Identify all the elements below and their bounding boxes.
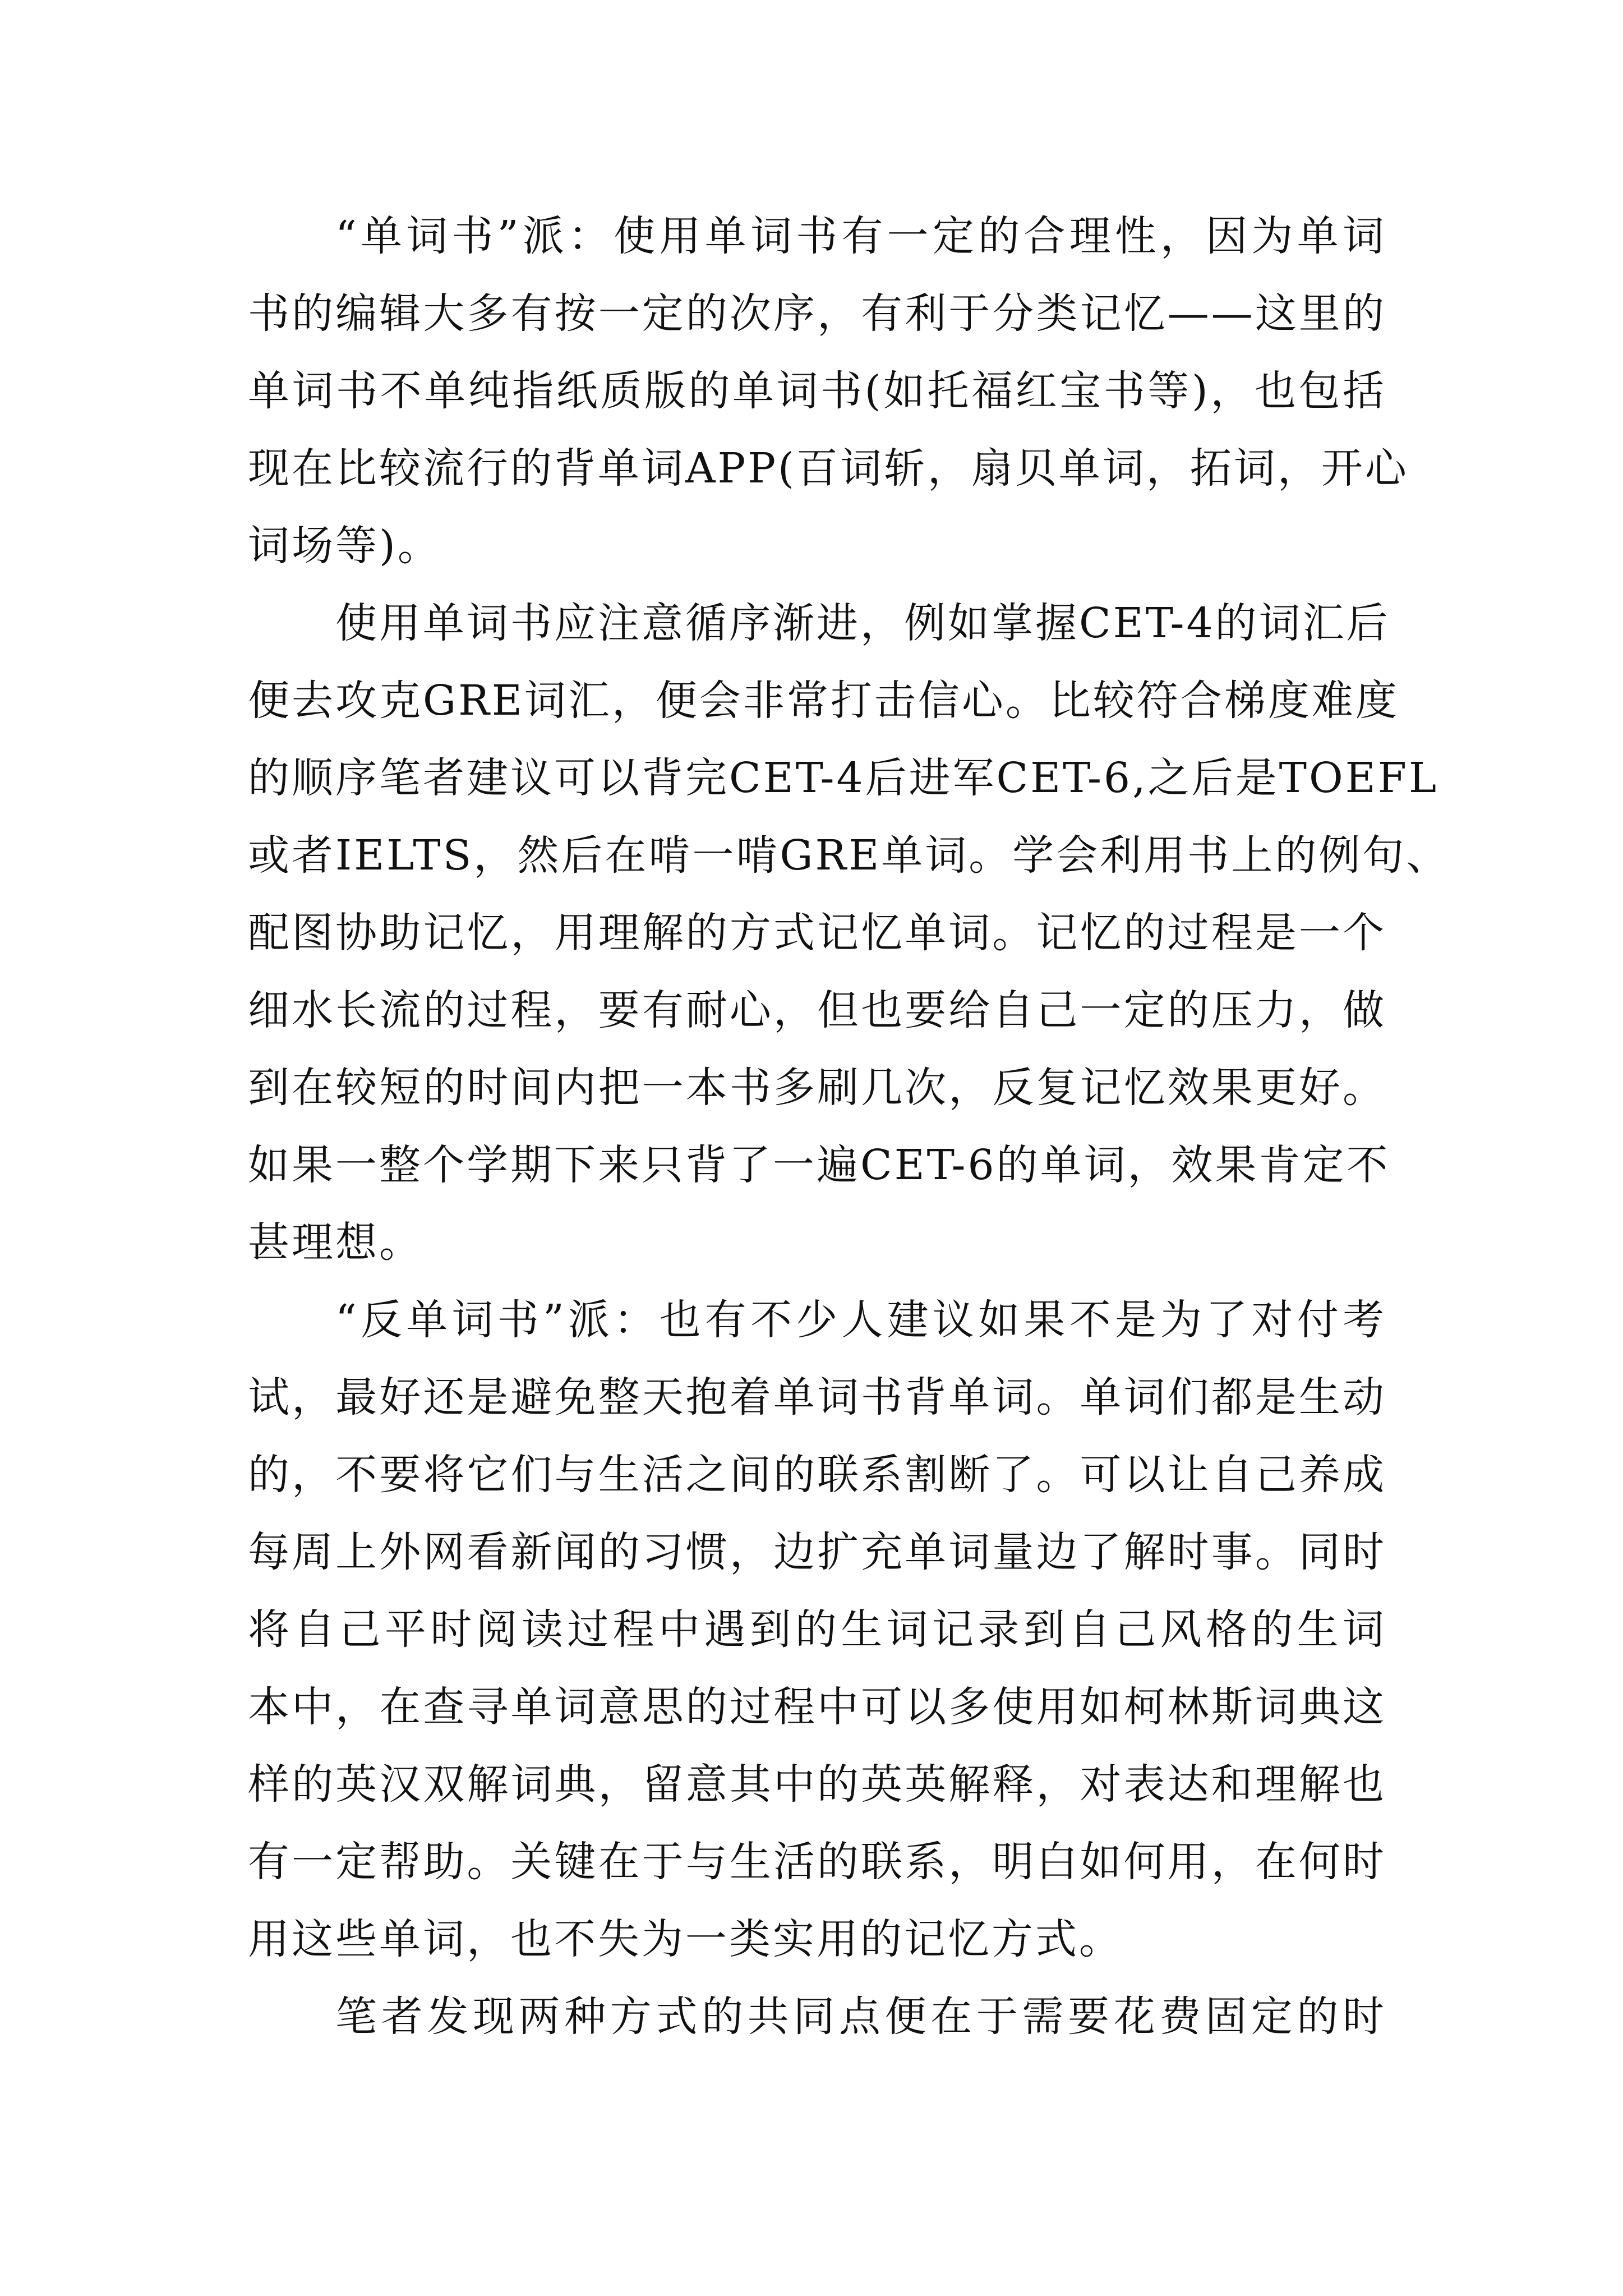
text-line: “单词书”派：使用单词书有一定的合理性，因为单词 — [335, 212, 1386, 260]
text-line: 单词书不单纯指纸质版的单词书(如托福红宝书等)，也包括 — [248, 367, 1386, 415]
text-line: 有一定帮助。关键在于与生活的联系，明白如何用，在何时 — [248, 1838, 1386, 1886]
text-line: 配图协助记忆，用理解的方式记忆单词。记忆的过程是一个 — [248, 909, 1386, 957]
text-line: 用这些单词，也不失为一类实用的记忆方式。 — [248, 1915, 1123, 1963]
text-line: 甚理想。 — [248, 1218, 423, 1267]
text-line: 的，不要将它们与生活之间的联系割断了。可以让自己养成 — [248, 1451, 1386, 1499]
text-line: 词场等)。 — [248, 522, 441, 570]
paragraph-common-point — [248, 1978, 1386, 2055]
paragraph-gradual-progress — [248, 585, 1450, 1281]
text-line: 笔者发现两种方式的共同点便在于需要花费固定的时 — [335, 1993, 1386, 2041]
text-line: 的顺序笔者建议可以背完CET-4后进军CET-6,之后是TOEFL — [248, 754, 1439, 802]
text-line: 现在比较流行的背单词APP(百词斩，扇贝单词，拓词，开心 — [248, 444, 1409, 493]
text-line: “反单词书”派：也有不少人建议如果不是为了对付考 — [335, 1296, 1386, 1344]
text-line: 样的英汉双解词典，留意其中的英英解释，对表达和理解也 — [248, 1760, 1386, 1809]
text-line: 书的编辑大多有按一定的次序，有利于分类记忆——这里的 — [248, 289, 1386, 338]
text-line: 本中，在查寻单词意思的过程中可以多使用如柯林斯词典这 — [248, 1683, 1386, 1731]
text-line: 使用单词书应注意循序渐进，例如掌握CET-4的词汇后 — [335, 599, 1390, 647]
paragraph-anti-word-book-school — [248, 1281, 1386, 1978]
text-line: 细水长流的过程，要有耐心，但也要给自己一定的压力，做 — [248, 986, 1386, 1034]
text-line: 将自己平时阅读过程中遇到的生词记录到自己风格的生词 — [248, 1605, 1386, 1654]
text-line: 如果一整个学期下来只背了一遍CET-6的单词，效果肯定不 — [248, 1141, 1390, 1189]
text-line: 到在较短的时间内把一本书多刷几次，反复记忆效果更好。 — [248, 1064, 1386, 1112]
text-line: 试，最好还是避免整天抱着单词书背单词。单词们都是生动 — [248, 1373, 1386, 1421]
text-line: 便去攻克GRE词汇，便会非常打击信心。比较符合梯度难度 — [248, 677, 1399, 725]
text-line: 每周上外网看新闻的习惯，边扩充单词量边了解时事。同时 — [248, 1528, 1386, 1576]
document-body — [248, 197, 1450, 2055]
text-line: 或者IELTS，然后在啃一啃GRE单词。学会利用书上的例句、 — [248, 831, 1450, 880]
paragraph-word-book-school — [248, 197, 1409, 585]
